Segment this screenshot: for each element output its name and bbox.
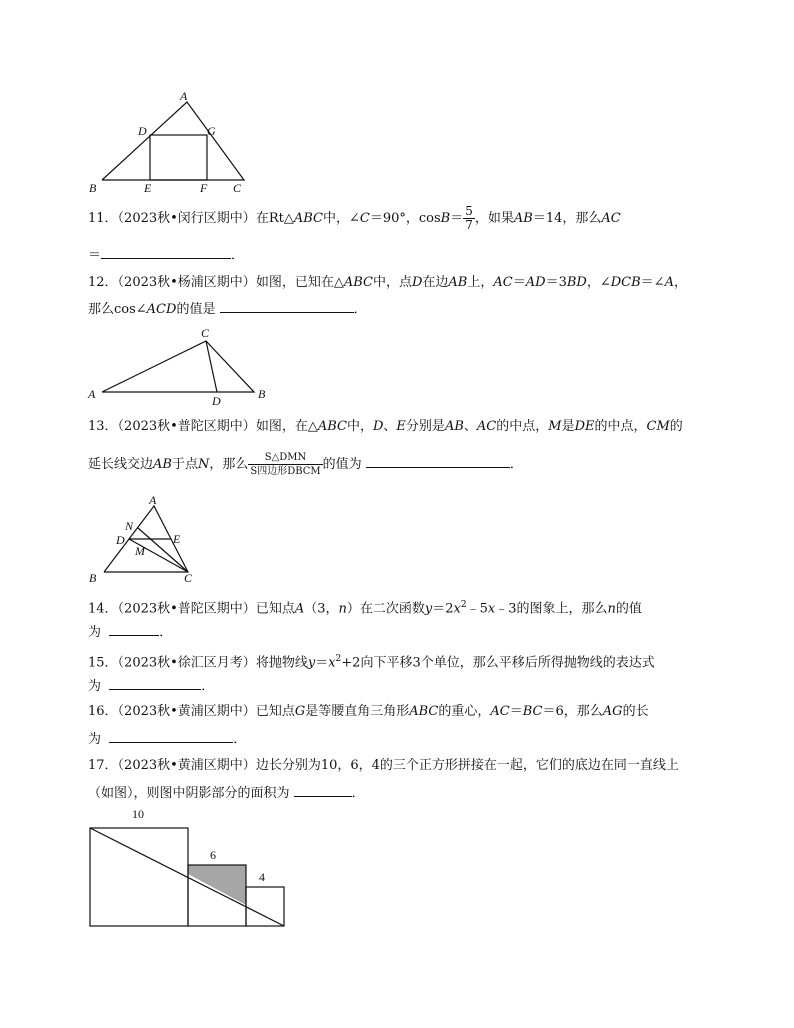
answer-blank[interactable] [109, 677, 201, 690]
question-16-line2: 为 ． [88, 732, 247, 747]
answer-blank[interactable] [294, 784, 352, 797]
figure-three-squares [84, 804, 294, 928]
label-E: E [144, 181, 152, 195]
label-D: D [138, 124, 147, 138]
label-B: B [89, 571, 97, 585]
label-D: D [116, 533, 125, 547]
question-12-line1: 12．（2023秋•杨浦区期中）如图，已知在△ABC中，点D在边AB上，AC＝AD＝3BD，∠DCB＝∠A， [88, 275, 687, 290]
label-B: B [258, 387, 266, 401]
label-C: C [184, 571, 193, 585]
question-15-line1: 15．（2023秋•徐汇区月考）将抛物线$y=x^2+2$向下平移3个单位，那么平移后所得抛物线的表达式 [88, 654, 655, 671]
rectangle-defg [150, 135, 207, 180]
question-13-line2: 延长线交边AB于点N，那么 $\frac{\text{S△DMN}}{\text{S四边形DBCM}}$ 的值为 ． [88, 452, 523, 477]
label-side-6: 6 [210, 848, 216, 862]
question-11-line1: 11．（2023秋•闵行区期中）在Rt△ABC中，∠C＝90°，cosB＝ $\frac{5}{7}$ ，如果AB＝14，那么AC [88, 204, 621, 232]
triangle [102, 341, 254, 392]
label-B: B [89, 181, 97, 195]
question-11-line2: ＝ ． [88, 248, 245, 263]
answer-blank[interactable] [101, 246, 231, 259]
question-17-line2: （如图），则图中阴影部分的面积为 ． [88, 786, 365, 801]
label-C: C [201, 326, 210, 340]
fraction-5-7: $\frac{5}{7}$ [465, 204, 473, 232]
figure-triangle-acb [84, 324, 274, 408]
diagonal-line [90, 828, 284, 926]
answer-blank[interactable] [109, 623, 159, 636]
question-12-line2: 那么cos∠ACD的值是 ． [88, 302, 367, 317]
square-10 [90, 828, 188, 926]
question-14-line2: 为 ． [88, 625, 173, 640]
answer-blank[interactable] [220, 300, 354, 313]
figure-rectangle-in-triangle [84, 88, 254, 196]
answer-blank[interactable] [109, 730, 233, 743]
label-N: N [125, 519, 134, 533]
question-16-line1: 16．（2023秋•黄浦区期中）已知点G是等腰直角三角形ABC的重心，AC＝BC＝6，那么AG的长 [88, 704, 649, 719]
label-A: A [88, 387, 96, 401]
figure-triangle-midpoints [84, 494, 204, 586]
question-15-line2: 为 ． [88, 679, 215, 694]
question-13-line1: 13．（2023秋•普陀区期中）如图，在△ABC中，D、E分别是AB、AC的中点，M是DE的中点，CM的 [88, 419, 683, 434]
label-D: D [212, 394, 221, 408]
answer-blank[interactable] [366, 455, 510, 468]
label-E: E [173, 532, 181, 546]
fraction-area-ratio: $\frac{\text{S△DMN}}{\text{S四边形DBCM}}$ [250, 452, 321, 477]
question-14-line1: 14．（2023秋•普陀区期中）已知点A（3，n）在二次函数$y=2x^2﹣5x﹣3$的图象上，那么n的值 [88, 600, 642, 617]
square-4 [246, 887, 284, 926]
segment-cn [138, 528, 188, 572]
label-A: A [180, 89, 188, 103]
label-F: F [200, 181, 208, 195]
triangle-abc [102, 102, 244, 180]
shaded-region [188, 865, 246, 905]
question-17-line1: 17．（2023秋•黄浦区期中）边长分别为10，6，4的三个正方形拼接在一起，它们的底边在同一直线上 [88, 758, 679, 773]
label-side-4: 4 [259, 870, 265, 884]
label-side-10: 10 [132, 807, 144, 821]
segment-cd [206, 341, 217, 392]
label-C: C [233, 181, 242, 195]
label-M: M [135, 544, 145, 558]
label-G: G [207, 124, 216, 138]
label-A: A [149, 494, 157, 507]
